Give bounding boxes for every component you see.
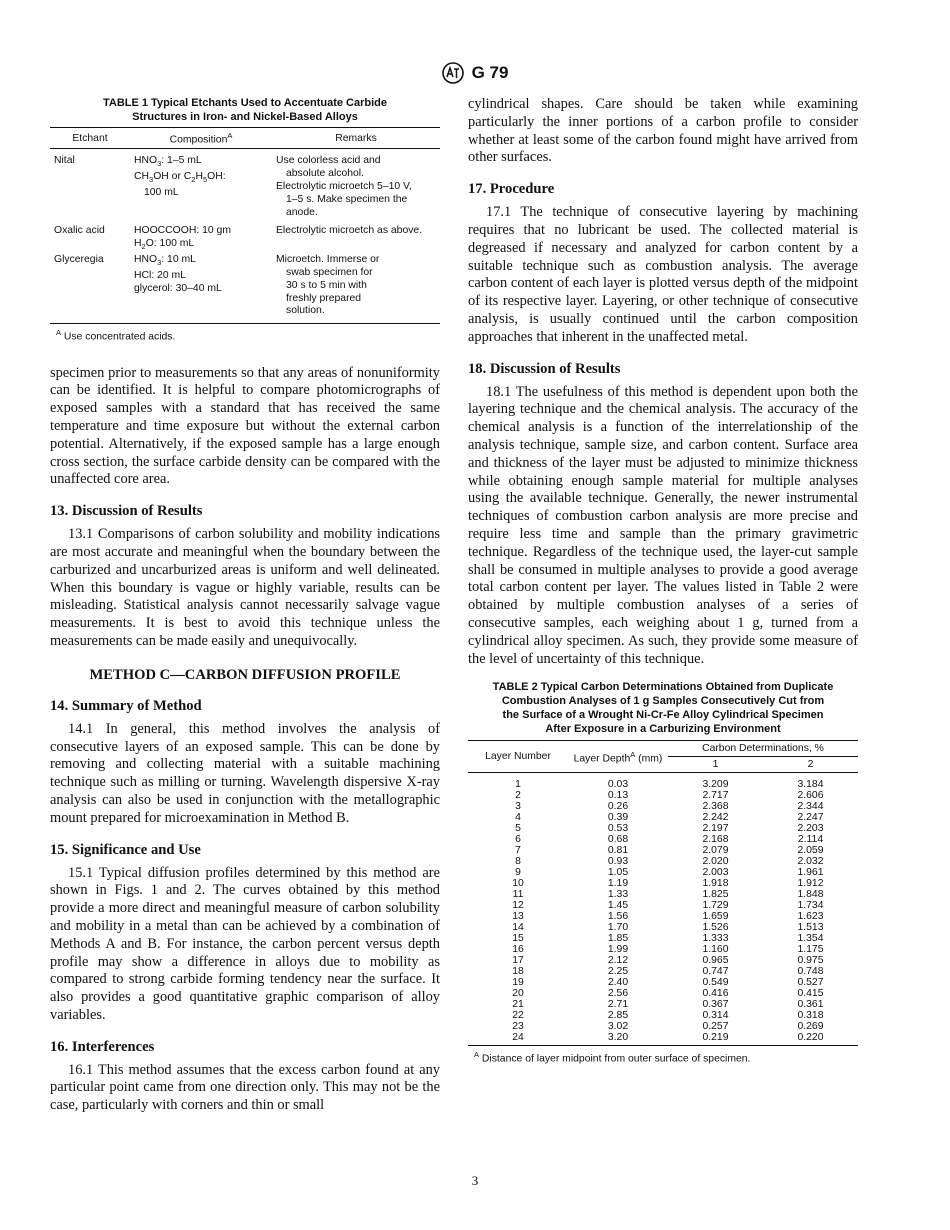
carbon-2-cell: 2.203 [797,823,824,835]
remarks-line: solution. [286,305,325,317]
paragraph-14-1: 14.1 In general, this method involves the analysis of consecutive layers of an exposed sample. This can be done by removing and collecting material with a suitable machining technique such as milling or turning. Wavelength dispersive X-ray analysis can also be used in conjunction with the metallographic mount prepared for microexamination in Method B. [50,720,440,826]
etchant-cell: Nital [54,155,75,167]
footnote-mark: A [474,1050,480,1060]
left-column [50,96,440,1115]
col-depth-unit: (mm) [635,753,663,765]
formula-part: OH or C [153,171,192,183]
formula-subscript: 3 [157,258,162,268]
layer-depth-cell: 1.56 [607,911,629,923]
table1-caption-line: TABLE 1 Typical Etchants Used to Accentuate Carbide [102,97,388,109]
formula-part: HNO [134,155,158,167]
carbon-1-cell: 1.918 [702,878,729,890]
table2 [468,740,858,1046]
layer-number-cell: 8 [515,856,521,868]
carbon-2-cell: 3.184 [797,779,824,791]
table-row [50,219,440,254]
formula-part: H [195,171,203,183]
layer-depth-cell: 1.33 [607,889,629,901]
composition-line [134,254,268,270]
layer-depth-cell: 1.85 [607,933,629,945]
composition-line: HCl: 20 mL [134,270,186,281]
carbon-2-cell: 2.114 [797,834,824,846]
table-row [468,790,858,801]
table-row [50,149,440,219]
layer-depth-cell: 2.12 [607,955,629,967]
layer-number-cell: 6 [515,834,521,846]
carbon-2-cell: 1.175 [797,944,824,956]
carbon-1-cell: 2.168 [702,834,729,846]
layer-number-cell: 7 [515,845,521,857]
section-14-heading: 14. Summary of Method [50,697,202,714]
table-row [468,856,858,867]
carbon-2-cell: 1.961 [797,867,824,879]
table-row [468,900,858,911]
carbon-1-cell: 0.367 [702,999,729,1011]
etchant-cell: Glyceregia [54,254,104,266]
carbon-1-cell: 1.526 [702,922,729,934]
formula-part: H [134,238,142,250]
carbon-2-cell: 1.912 [797,878,824,890]
carbon-1-cell: 0.549 [702,977,729,989]
table-row [468,999,858,1010]
formula-subscript: 2 [141,242,146,252]
col-composition [130,128,272,149]
layer-depth-cell: 2.40 [607,977,629,989]
formula-part: OH: [207,171,226,183]
table-row [50,254,440,323]
composition-line: HOOCCOOH: 10 gm [134,225,231,237]
table-row [468,922,858,933]
carbon-2-cell: 0.415 [797,988,824,1000]
table-row [468,988,858,999]
table-row [468,966,858,977]
layer-number-cell: 21 [512,999,524,1011]
formula-part: : 10 mL [161,254,196,266]
composition-cell [130,254,272,323]
etchant-cell: Oxalic acid [54,225,105,237]
layer-depth-cell: 3.20 [607,1032,629,1044]
paragraph-13-1: 13.1 Comparisons of carbon solubility and mobility indications are most accurate and meaningful when the boundary between the carburized and uncarburized areas is uniform and well delineated. When this boundary is vague or highly variable, results can be misleading. Statistical analysis cannot necessarily salvage vague measurements. It is best to avoid this technique unless the measurements can be made easily and unequivocally. [50,526,440,649]
table2-caption-line: the Surface of a Wrought Ni-Cr-Fe Alloy Cylindrical Specimen [502,709,824,722]
astm-logo-icon [442,62,464,84]
col-layer-depth [568,741,668,773]
carbon-2-cell: 2.032 [797,856,824,868]
layer-depth-cell: 0.39 [607,812,629,824]
table-row [468,773,858,791]
composition-line [134,155,268,171]
carbon-1-cell: 2.079 [702,845,729,857]
layer-number-cell: 3 [515,801,521,813]
footnote-mark: A [56,328,62,338]
carbon-1-cell: 2.197 [702,823,729,835]
section-16-heading: 16. Interferences [50,1038,155,1055]
carbon-1-cell: 0.314 [702,1010,729,1022]
col-depth-label: Layer Depth [573,753,631,765]
table2-caption-line: After Exposure in a Carburizing Environment [545,723,781,736]
table2-caption-line: Combustion Analyses of 1 g Samples Consecutively Cut from [501,695,825,708]
carbon-1-cell: 3.209 [702,779,729,791]
layer-depth-cell: 0.93 [607,856,629,868]
table2-header-row [468,741,858,757]
table-row [468,867,858,878]
footnote-text: Use concentrated acids. [61,331,176,343]
composition-cell [130,149,272,219]
layer-number-cell: 20 [512,988,524,1000]
layer-depth-cell: 2.71 [607,999,629,1011]
footnote-text: Distance of layer midpoint from outer surface of specimen. [479,1053,751,1065]
layer-depth-cell: 3.02 [607,1021,629,1033]
carbon-2-cell: 0.220 [797,1032,824,1044]
col-determination-2: 2 [763,757,858,773]
carbon-2-cell: 1.513 [797,922,824,934]
carbon-2-cell: 0.527 [797,977,824,989]
carbon-1-cell: 0.965 [702,955,729,967]
remarks-line: 1–5 s. Make specimen the [286,193,408,205]
layer-number-cell: 13 [512,911,524,923]
layer-depth-cell: 1.05 [607,867,629,879]
remarks-line: swab specimen for [286,266,373,278]
composition-cell [130,219,272,254]
carbon-2-cell: 0.975 [797,955,824,967]
carbon-2-cell: 2.344 [797,801,824,813]
section-18-heading: 18. Discussion of Results [468,360,621,377]
paragraph-16-continued: cylindrical shapes. Care should be taken while examining particularly the inner portions of a carbon profile to consider whether at least some of the carbon found might have arrived from other surfaces. [468,96,858,166]
remarks-line: freshly prepared [286,292,362,304]
col-composition-footnote-mark: A [227,131,233,140]
formula-part: O: 100 mL [145,238,195,250]
remarks-cell [272,219,440,254]
carbon-2-cell: 1.354 [797,933,824,945]
carbon-2-cell: 2.247 [797,812,824,824]
layer-number-cell: 14 [512,922,524,934]
layer-depth-cell: 1.99 [607,944,629,956]
col-layer-number: Layer Number [468,741,568,773]
layer-number-cell: 5 [515,823,521,835]
carbon-2-cell: 0.748 [797,966,824,978]
composition-line: 100 mL [144,187,179,199]
col-composition-label: Composition [169,134,228,146]
page-header [0,62,950,84]
carbon-1-cell: 1.659 [702,911,729,923]
carbon-1-cell: 0.257 [702,1021,729,1033]
layer-number-cell: 15 [512,933,524,945]
table-row [468,823,858,834]
table2-body [468,773,858,1046]
layer-number-cell: 16 [512,944,524,956]
layer-number-cell: 18 [512,966,524,978]
col-etchant: Etchant [50,128,130,149]
table-row [468,1010,858,1021]
layer-number-cell: 12 [512,900,524,912]
formula-part: CH [134,171,150,183]
carbon-1-cell: 2.242 [702,812,729,824]
layer-depth-cell: 2.25 [607,966,629,978]
carbon-2-cell: 1.734 [797,900,824,912]
formula-subscript: 3 [149,175,154,185]
table-row [468,977,858,988]
layer-depth-cell: 2.85 [607,1010,629,1022]
carbon-2-cell: 1.848 [797,889,824,901]
layer-number-cell: 1 [515,779,521,791]
section-15-heading: 15. Significance and Use [50,841,201,858]
method-c-heading: METHOD C—CARBON DIFFUSION PROFILE [89,666,401,683]
carbon-2-cell: 2.059 [797,845,824,857]
remarks-line: anode. [286,206,318,218]
layer-depth-cell: 0.03 [607,779,629,791]
layer-depth-cell: 0.81 [607,845,629,857]
right-column [468,96,858,1087]
layer-depth-cell: 0.53 [607,823,629,835]
table-row [468,845,858,856]
col-carbon-determinations: Carbon Determinations, % [668,741,858,757]
table-row [468,1032,858,1046]
paragraph-continued: specimen prior to measurements so that any areas of nonuniformity can be identified. It is helpful to compare photomicrographs of exposed samples with a standard that has received the same temperature and time exposure but without the external carbon potential. Alternatively, if the exposed sample has a large enough cross section, the surface carbide density can be compared with the unaffected core area. [50,364,440,488]
carbon-1-cell: 1.729 [702,900,729,912]
table-row [468,889,858,900]
layer-depth-cell: 1.45 [607,900,629,912]
remarks-line: 30 s to 5 min with [286,279,367,291]
composition-line [134,238,268,254]
carbon-1-cell: 0.416 [702,988,729,1000]
layer-number-cell: 17 [512,955,524,967]
remarks-line: Use colorless acid and [276,155,381,167]
carbon-1-cell: 2.003 [702,867,729,879]
remarks-cell [272,254,440,323]
formula-subscript: 2 [191,175,196,185]
table-row [468,801,858,812]
remarks-line: Electrolytic microetch 5–10 V, [276,181,412,193]
carbon-1-cell: 0.747 [702,966,729,978]
remarks-line: Electrolytic microetch as above. [276,225,423,237]
layer-number-cell: 22 [512,1010,524,1022]
remarks-line: absolute alcohol. [286,168,364,180]
paragraph-16-1: 16.1 This method assumes that the excess carbon found at any particular point came from one direction only. This may not be the case, particularly with corners and thin or small [50,1061,440,1114]
table-row [468,944,858,955]
table1 [50,127,440,324]
carbon-1-cell: 0.219 [702,1032,729,1044]
formula-subscript: 5 [202,175,208,185]
remarks-cell [272,149,440,219]
layer-depth-cell: 0.26 [607,801,629,813]
carbon-1-cell: 2.368 [702,801,729,813]
carbon-1-cell: 1.333 [702,933,729,945]
layer-depth-cell: 2.56 [607,988,629,1000]
table1-footnote [56,328,440,342]
table-row [468,1021,858,1032]
carbon-1-cell: 1.160 [702,944,729,956]
paragraph-17-1: 17.1 The technique of consecutive layering by machining requires that no lubricant be used. The collected material is degreased if necessary and analyzed for carbon content by a suitable technique such as combustion analysis. The average carbon content of each layer is plotted versus depth of the midpoint of its respective layer. Layering, or other technique of consecutive analysis, is usually continued until the carbon composition approaches that inherent in the unaffected metal. [468,204,858,345]
table-row [468,812,858,823]
table-row [468,911,858,922]
table2-caption [468,680,858,736]
layer-number-cell: 2 [515,790,521,802]
table2-caption-line: TABLE 2 Typical Carbon Determinations Obtained from Duplicate [492,681,834,694]
layer-number-cell: 10 [512,878,524,890]
formula-part: HNO [134,254,158,266]
layer-number-cell: 24 [512,1032,524,1044]
composition-line [134,171,268,187]
carbon-1-cell: 2.717 [702,790,729,802]
formula-part: : 1–5 mL [161,155,202,167]
layer-depth-cell: 0.68 [607,834,629,846]
table1-header-row [50,128,440,149]
layer-number-cell: 19 [512,977,524,989]
layer-depth-cell: 1.70 [607,922,629,934]
table1-caption-line: Structures in Iron- and Nickel-Based Alloys [132,111,358,123]
layer-depth-cell: 0.13 [607,790,629,802]
page-number: 3 [471,1173,479,1188]
col-determination-1: 1 [668,757,763,773]
table-row [468,933,858,944]
designation: G 79 [471,63,509,82]
carbon-2-cell: 2.606 [797,790,824,802]
section-17-heading: 17. Procedure [468,181,555,198]
carbon-1-cell: 1.825 [702,889,729,901]
remarks-line: Microetch. Immerse or [276,254,380,266]
carbon-2-cell: 0.361 [797,999,824,1011]
carbon-2-cell: 1.623 [797,911,824,923]
table-row [468,955,858,966]
section-13-heading: 13. Discussion of Results [50,503,203,520]
table-row [468,834,858,845]
carbon-2-cell: 0.318 [797,1010,824,1022]
layer-number-cell: 11 [512,889,524,901]
col-remarks: Remarks [272,128,440,149]
col-depth-footnote-mark: A [630,749,636,759]
table2-footnote [474,1050,858,1064]
table-row [468,878,858,889]
table1-caption [50,96,440,124]
composition-line: glycerol: 30–40 mL [134,282,222,294]
formula-subscript: 3 [157,159,162,169]
layer-number-cell: 23 [512,1021,524,1033]
layer-number-cell: 4 [515,812,521,824]
layer-number-cell: 9 [515,867,521,879]
carbon-2-cell: 0.269 [797,1021,824,1033]
paragraph-18-1: 18.1 The usefulness of this method is dependent upon both the layering technique and the chemical analysis. The accuracy of the chemical analysis is a function of the interrelationship of the analysis technique, sample size, and carbon content. Surface area and thickness of the layer must be adjusted to minimize thickness while obtaining enough sample material for multiple analyses using the available technique. Generally, the newer instrumental techniques of combustion carbon analysis are more precise and require less time and sample than the primary gravimetric technique. Regardless of the technique used, the layer-cut sample shall be consumed in multiple analyses to provide a good average total carbon content per layer. The values listed in Table 2 were obtained by multiple combustion analyses of a series of consecutive samples, each weighing about 1 g, turned from a cylindrical alloy specimen. As such, they provide some measure of the level of uncertainty of this technique. [468,383,858,667]
layer-depth-cell: 1.19 [607,878,629,890]
paragraph-15-1: 15.1 Typical diffusion profiles determined by this method are shown in Figs. 1 and 2. The curves obtained by this method provide a more direct and meaningful measure of carbon solubility and mobility in a metal than can be achieved by a combination of Methods A and B. For instance, the carbon percent versus depth profile may show a difference in alloys due to mobility as compared to strong carbide forming tendency near the surface. It also provides a good quantitative graphic comparison of alloy variables. [50,864,440,1023]
carbon-1-cell: 2.020 [702,856,729,868]
